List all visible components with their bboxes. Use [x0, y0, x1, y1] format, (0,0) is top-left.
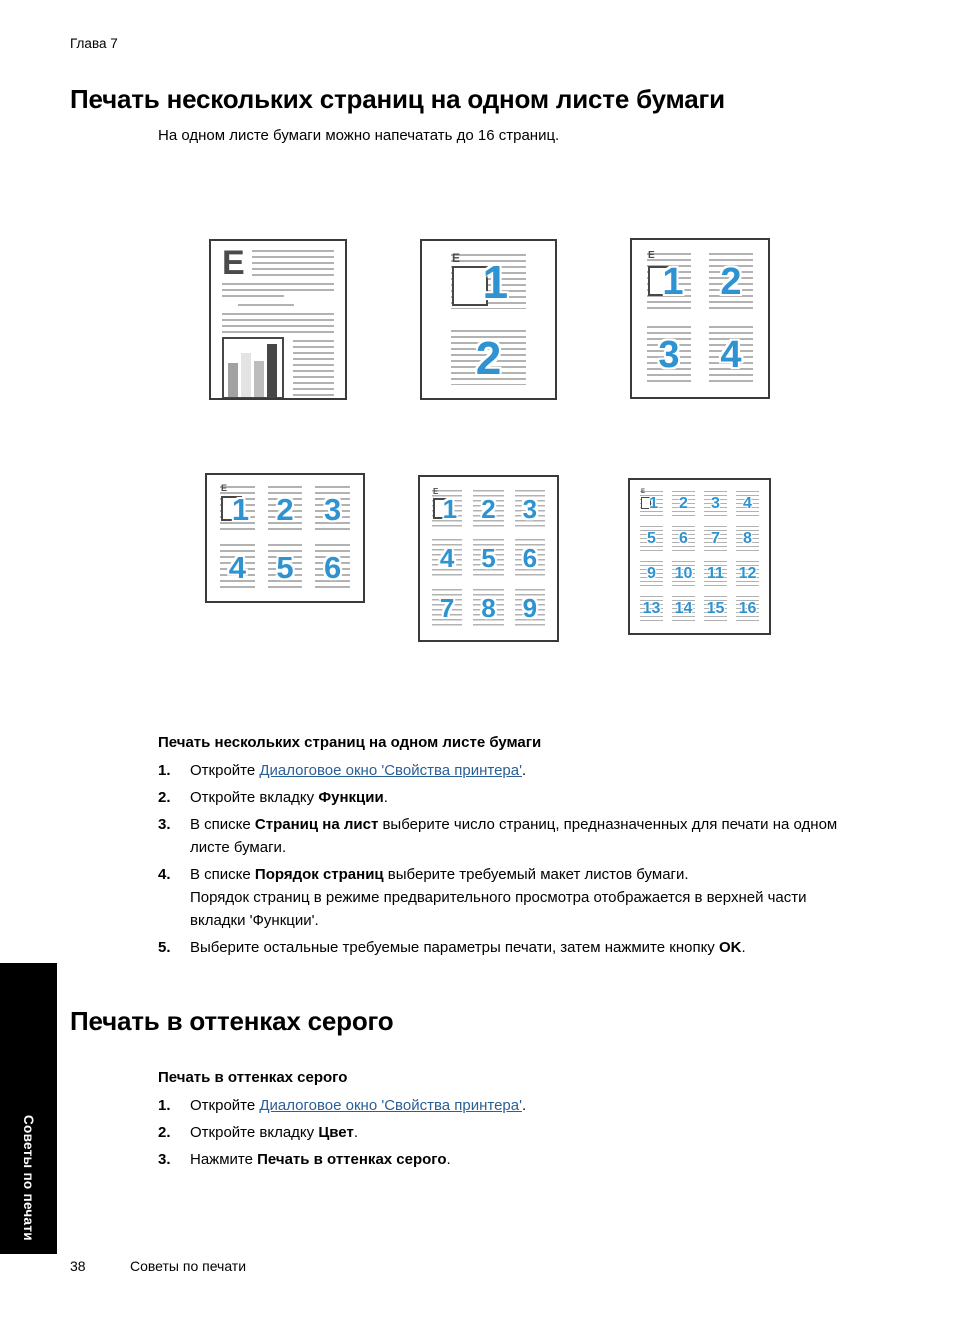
page-number-overlay: 2 — [276, 491, 294, 527]
page-number-overlay: 3 — [658, 334, 680, 376]
footer-page-number: 38 — [70, 1258, 86, 1274]
bold-term: Страниц на лист — [254, 816, 379, 833]
page-number-overlay: 3 — [711, 495, 720, 512]
page-number-overlay: 6 — [324, 549, 342, 585]
step-text: . — [521, 1097, 527, 1114]
step-content — [190, 936, 858, 959]
sidebar-tab-label: Советы по печати — [21, 1115, 36, 1241]
sheet-2up — [420, 239, 557, 400]
procedure-grayscale — [158, 1068, 858, 1175]
page-number-overlay: 4 — [743, 495, 752, 512]
step-text: Откройте вкладку — [190, 789, 319, 806]
page-number-overlay: 3 — [324, 491, 342, 527]
drop-cap: E — [433, 487, 439, 496]
step-number: 1. — [158, 1097, 171, 1114]
printer-properties-link[interactable]: Диалоговое окно 'Свойства принтера' — [259, 762, 522, 779]
drop-cap: E — [222, 244, 245, 282]
page-number-overlay: 2 — [720, 261, 742, 303]
page-number-overlay: 7 — [439, 592, 455, 623]
drop-cap: E — [452, 251, 461, 265]
page-thumb-cell — [268, 544, 303, 590]
footer-section-label: Советы по печати — [130, 1258, 247, 1274]
drop-cap: E — [648, 250, 655, 261]
step-content — [190, 863, 858, 932]
page-thumb-cell — [709, 326, 753, 384]
page-thumb-cell — [220, 483, 255, 532]
step-text: Нажмите — [190, 1151, 258, 1168]
page-number-overlay: 5 — [276, 549, 294, 585]
step-text: Выберите остальные требуемые параметры печати, затем нажмите кнопку — [190, 939, 719, 956]
section-title-nup: Печать нескольких страниц на одном листе бумаги — [70, 84, 725, 114]
page-number-overlay: 8 — [481, 592, 496, 623]
step-text: выберите число страниц, предназначенных для печати на одном листе бумаги. — [190, 816, 838, 856]
procedure-step — [158, 786, 858, 809]
procedure-steps-nup — [158, 759, 858, 959]
procedure-title-nup: Печать нескольких страниц на одном листе бумаги — [158, 734, 542, 751]
text-line — [222, 319, 334, 321]
page-number-overlay: 6 — [522, 543, 538, 574]
procedure-step — [158, 936, 858, 959]
procedure-nup — [158, 733, 858, 963]
intro-text: На одном листе бумаги можно напечатать до 16 страниц. — [158, 127, 560, 144]
page-number-overlay: 16 — [738, 600, 757, 617]
step-content — [190, 786, 858, 809]
sheet-4up — [630, 238, 770, 399]
page-thumb-cell — [315, 544, 350, 590]
procedure-step — [158, 1094, 858, 1117]
page-thumb-cell — [736, 596, 759, 622]
page-number-overlay: 6 — [679, 530, 688, 547]
text-line — [238, 304, 294, 306]
page-thumb-cell — [704, 561, 727, 587]
step-number: 2. — [158, 789, 171, 806]
page-number-overlay: 8 — [743, 530, 752, 547]
step-content — [190, 1148, 858, 1171]
procedure-title-grayscale: Печать в оттенках серого — [158, 1069, 348, 1086]
page-thumb-cell — [704, 491, 727, 517]
step-number: 2. — [158, 1124, 171, 1141]
sidebar-tab — [0, 963, 57, 1254]
step-text: . — [741, 939, 746, 956]
page-number-overlay: 2 — [475, 331, 502, 384]
page-number-overlay: 2 — [481, 494, 496, 525]
text-line — [222, 295, 284, 297]
step-number: 3. — [158, 816, 171, 833]
page-thumb-cell — [315, 486, 350, 532]
step-text: Порядок страниц в режиме предварительного просмотра отображается в верхней части вкладки 'Функции'. — [190, 889, 807, 929]
page-thumb-cell — [515, 490, 545, 528]
text-line — [222, 313, 334, 315]
document-header-row — [222, 244, 334, 282]
page-number-overlay: 9 — [647, 565, 656, 582]
step-text: выберите требуемый макет листов бумаги. — [383, 866, 689, 883]
printer-properties-link[interactable]: Диалоговое окно 'Свойства принтера' — [259, 1097, 522, 1114]
text-lines — [293, 340, 334, 398]
page-thumb-cell — [451, 251, 526, 309]
page-thumb-cell — [220, 544, 255, 590]
page-thumb-cell — [704, 526, 727, 552]
page-number-overlay: 3 — [522, 494, 538, 525]
page-thumb-cell — [647, 250, 691, 311]
step-content — [190, 1094, 858, 1117]
page-number-overlay: 10 — [674, 565, 693, 582]
page-number-overlay: 14 — [674, 600, 693, 617]
step-text: . — [521, 762, 527, 779]
page-thumb-cell — [709, 253, 753, 311]
chapter-label: Глава 7 — [70, 36, 118, 51]
text-line — [222, 325, 334, 327]
page-number-overlay: 5 — [481, 543, 496, 574]
figure-nup-layouts — [70, 237, 884, 647]
sheet-16up — [628, 478, 771, 635]
text-line — [222, 331, 334, 333]
page-number-overlay: 15 — [706, 600, 725, 617]
bold-term: OK — [718, 939, 742, 956]
step-number: 5. — [158, 939, 171, 956]
page-thumb-cell — [640, 526, 663, 552]
page-number-overlay: 1 — [662, 261, 684, 303]
page-number-overlay: 7 — [711, 530, 720, 547]
page-thumb-cell — [647, 326, 691, 384]
bold-term: Печать в оттенках серого — [257, 1151, 447, 1168]
page-number-overlay: 4 — [439, 543, 455, 574]
page-number-overlay: 2 — [679, 495, 688, 512]
procedure-step — [158, 1121, 858, 1144]
page-number-overlay: 13 — [642, 600, 661, 617]
drop-cap: E — [641, 489, 646, 495]
text-line — [222, 283, 334, 285]
page-thumb-cell — [515, 539, 545, 577]
page-number-overlay: 11 — [707, 565, 724, 582]
page-thumb-cell — [451, 330, 526, 385]
step-text: Откройте вкладку — [190, 1124, 319, 1141]
page-thumb-cell — [432, 589, 462, 627]
bold-term: Порядок страниц — [254, 866, 384, 883]
page-number-overlay: 1 — [649, 495, 659, 512]
page-thumb-cell — [736, 561, 759, 587]
page-number-overlay: 4 — [720, 334, 742, 376]
sheet-1up — [209, 239, 347, 400]
bold-term: Функции — [318, 789, 384, 806]
page-thumb-cell — [640, 596, 663, 622]
page-thumb-cell — [473, 539, 503, 577]
step-text: . — [446, 1151, 451, 1168]
step-text: В списке — [190, 866, 255, 883]
procedure-step — [158, 759, 858, 782]
page-number-overlay: 5 — [647, 530, 656, 547]
page-number-overlay: 1 — [482, 255, 509, 308]
step-text: В списке — [190, 816, 255, 833]
page-number-overlay: 12 — [738, 565, 757, 582]
page-thumb-cell — [432, 487, 462, 528]
page-number-overlay: 4 — [228, 549, 246, 585]
page-thumb-cell — [640, 561, 663, 587]
page-thumb-cell — [736, 526, 759, 552]
step-content — [190, 759, 858, 782]
step-number: 4. — [158, 866, 171, 883]
page-thumb-cell — [640, 491, 663, 517]
step-number: 1. — [158, 762, 171, 779]
page-thumb-cell — [672, 596, 695, 622]
sheet-9up — [418, 475, 559, 642]
procedure-step — [158, 1148, 858, 1171]
page-number-overlay: 1 — [231, 491, 250, 527]
page-thumb-cell — [515, 589, 545, 627]
text-line — [222, 289, 334, 291]
step-content — [190, 1121, 858, 1144]
drop-cap: E — [221, 483, 228, 493]
text-lines — [252, 250, 334, 276]
page-thumb-cell — [672, 561, 695, 587]
page-thumb-cell — [268, 486, 303, 532]
procedure-steps-grayscale — [158, 1094, 858, 1171]
page-thumb-cell — [672, 491, 695, 517]
page-number-overlay: 9 — [522, 592, 538, 623]
step-text: . — [383, 789, 388, 806]
sheet-6up — [205, 473, 365, 603]
bold-term: Цвет — [318, 1124, 354, 1141]
procedure-step — [158, 863, 858, 932]
page-number-overlay: 1 — [442, 494, 458, 525]
page-thumb-cell — [672, 526, 695, 552]
page-thumb-cell — [473, 490, 503, 528]
step-text: Откройте — [190, 1097, 260, 1114]
section-title-grayscale: Печать в оттенках серого — [70, 1006, 394, 1036]
procedure-step — [158, 813, 858, 859]
step-number: 3. — [158, 1151, 171, 1168]
page-thumb-cell — [473, 589, 503, 627]
bar-chart-thumbnail — [222, 337, 284, 399]
page-thumb-cell — [704, 596, 727, 622]
step-text: Откройте — [190, 762, 260, 779]
page-thumb-cell — [432, 539, 462, 577]
page-thumb-cell — [736, 491, 759, 517]
step-content — [190, 813, 858, 859]
step-text: . — [353, 1124, 358, 1141]
document-bottom-row — [222, 337, 334, 399]
